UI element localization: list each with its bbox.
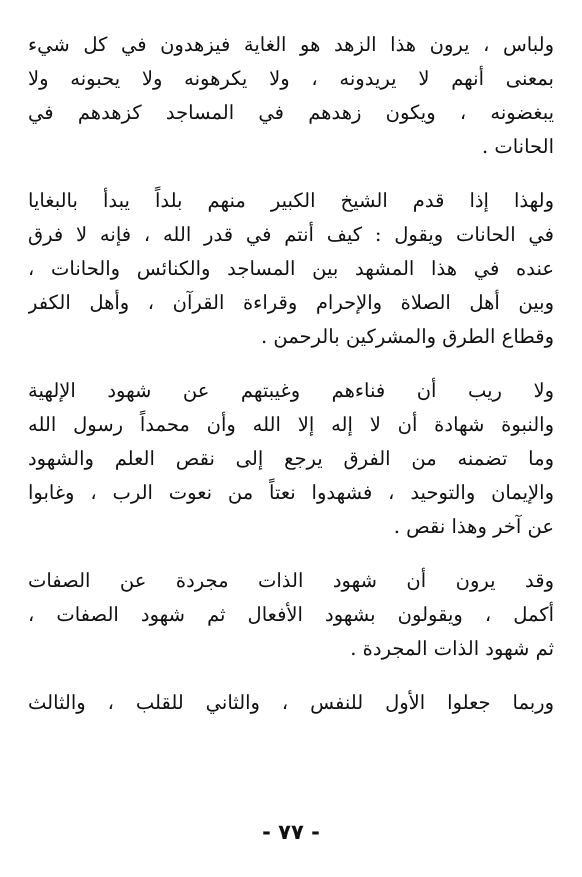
text-line: وربما جعلوا الأول للنفس ، والثاني للقلب ، والثالث [28, 691, 554, 714]
text-line: وبين أهل الصلاة والإحرام وقراءة القرآن ، وأهل الكفر [28, 291, 554, 314]
text-line: والنبوة شهادة أن لا إله إلا الله وأن محمداً رسول الله [28, 413, 554, 436]
text-line: وقطاع الطرق والمشركين بالرحمن . [260, 325, 554, 348]
page-number: - ٧٧ - [262, 820, 320, 844]
paragraph-2 [28, 184, 554, 354]
paragraph-gap [28, 164, 554, 184]
text-line: عنده في هذا المشهد بين المساجد والكنائس والحانات ، [28, 257, 554, 280]
text-line: يبغضونه ، ويكون زهدهم في المساجد كزهدهم في [28, 101, 554, 124]
paragraph-5 [28, 686, 554, 720]
paragraph-3 [28, 374, 554, 544]
paragraph-gap [28, 544, 554, 564]
paragraph-gap [28, 666, 554, 686]
text-line: وما تضمنه من الفرق يرجع إلى نقص العلم والشهود [28, 447, 554, 470]
paragraph-gap [28, 354, 554, 374]
text-line: عن آخر وهذا نقص . [393, 515, 554, 538]
text-line: ولباس ، يرون هذا الزهد هو الغاية فيزهدون في كل شيء [28, 33, 554, 56]
paragraph-1 [28, 28, 554, 164]
paragraph-4 [28, 564, 554, 666]
text-line: ثم شهود الذات المجردة . [350, 637, 554, 660]
text-line: أكمل ، ويقولون بشهود الأفعال ثم شهود الصفات ، [28, 603, 554, 626]
text-line: في الحانات ويقول : كيف أنتم في قدر الله ، فإنه لا فرق [28, 223, 554, 246]
text-line: بمعنى أنهم لا يريدونه ، ولا يكرهونه ولا يحبونه ولا [28, 67, 554, 90]
text-line: ولا ريب أن فناءهم وغيبتهم عن شهود الإلهية [28, 379, 554, 402]
text-line: ولهذا إذا قدم الشيخ الكبير منهم بلداً يبدأ بالبغايا [28, 189, 554, 212]
text-line: وقد يرون أن شهود الذات مجردة عن الصفات [28, 569, 554, 592]
text-line: والإيمان والتوحيد ، فشهدوا نعتاً من نعوت الرب ، وغابوا [28, 481, 554, 504]
text-line: الحانات . [481, 135, 554, 158]
